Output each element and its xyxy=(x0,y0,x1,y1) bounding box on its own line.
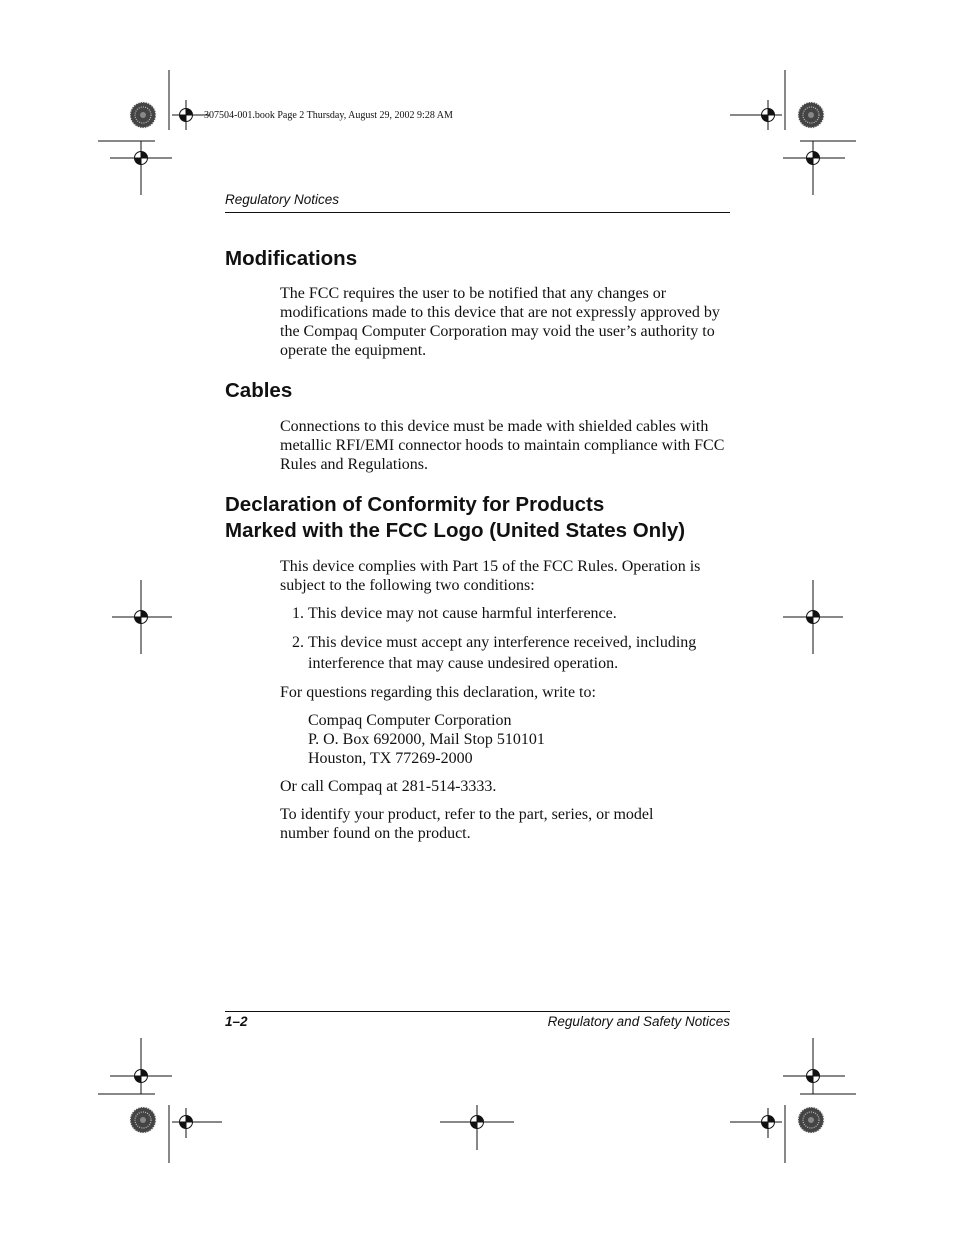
list-item xyxy=(280,632,732,676)
list-item xyxy=(280,603,732,625)
registration-mark-icon xyxy=(807,611,820,624)
registration-mark-icon xyxy=(807,1070,820,1083)
list-item-text: This device must accept any interference received, including interference that may cause undesired operation. xyxy=(308,634,697,672)
footer-title: Regulatory and Safety Notices xyxy=(547,1014,730,1029)
registration-mark-icon xyxy=(135,611,148,624)
declaration-intro: This device complies with Part 15 of the FCC Rules. Operation is subject to the following two conditions: xyxy=(280,558,701,594)
registration-mark-icon xyxy=(807,152,820,165)
registration-mark-icon xyxy=(762,1116,775,1129)
header-rule xyxy=(225,212,730,213)
registration-mark-icon xyxy=(180,1116,193,1129)
starburst-icon xyxy=(798,1107,824,1133)
call-text: Or call Compaq at 281-514-3333. xyxy=(280,778,497,795)
print-slug: 307504-001.book Page 2 Thursday, August 29, 2002 9:28 AM xyxy=(204,110,453,121)
modifications-text: The FCC requires the user to be notified that any changes or modifications made to this device that are not expressly approved by the Compaq Computer Corporation may void the user’s authority to operate the equipment. xyxy=(280,285,720,359)
address-line: Compaq Computer Corporation xyxy=(308,712,512,729)
list-item-number: 2. xyxy=(292,634,304,651)
starburst-icon xyxy=(130,102,156,128)
cables-heading: Cables xyxy=(225,379,293,402)
modifications-heading: Modifications xyxy=(225,247,358,270)
questions-text: For questions regarding this declaration, write to: xyxy=(280,684,596,701)
identify-text: To identify your product, refer to the part, series, or model number found on the product. xyxy=(280,806,654,842)
declaration-heading-line1: Declaration of Conformity for Products xyxy=(225,493,605,516)
address-line: Houston, TX 77269-2000 xyxy=(308,750,473,767)
running-head: Regulatory Notices xyxy=(225,192,340,207)
list-item-text: This device may not cause harmful interference. xyxy=(308,605,617,622)
address-line: P. O. Box 692000, Mail Stop 510101 xyxy=(308,731,545,748)
cables-text: Connections to this device must be made with shielded cables with metallic RFI/EMI connector hoods to maintain compliance with FCC Rules and Regulations. xyxy=(280,418,725,473)
footer-rule xyxy=(225,1011,730,1012)
page-number: 1–2 xyxy=(225,1014,248,1029)
starburst-icon xyxy=(130,1107,156,1133)
registration-mark-icon xyxy=(135,1070,148,1083)
starburst-icon xyxy=(798,102,824,128)
declaration-heading-line2: Marked with the FCC Logo (United States Only) xyxy=(225,519,686,542)
registration-mark-icon xyxy=(135,152,148,165)
registration-mark-icon xyxy=(180,109,193,122)
list-item-number: 1. xyxy=(292,605,304,622)
mailing-address xyxy=(308,711,545,768)
registration-mark-icon xyxy=(471,1116,484,1129)
registration-mark-icon xyxy=(762,109,775,122)
